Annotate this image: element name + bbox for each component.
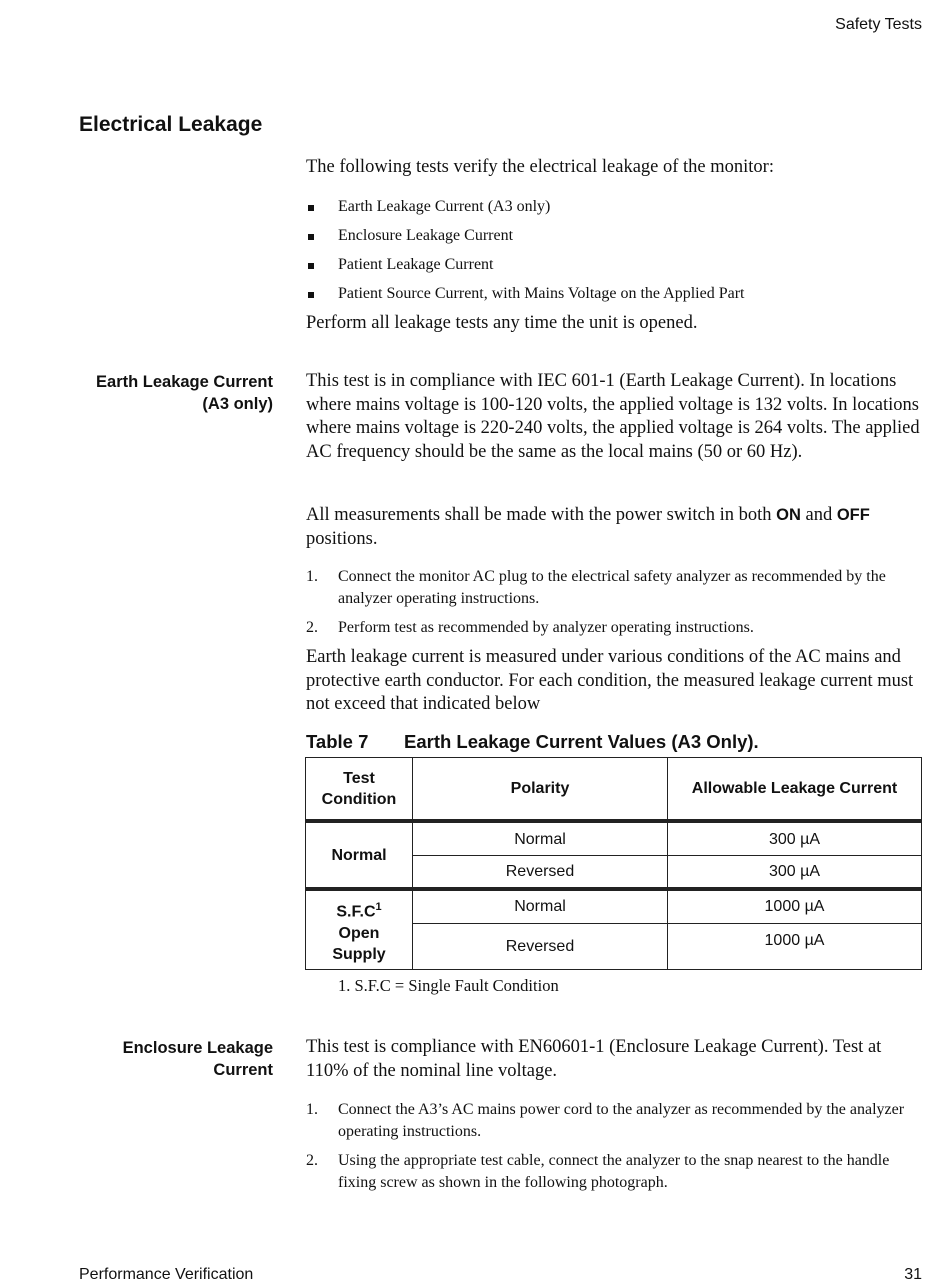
table-border (921, 757, 922, 970)
step-number: 2. (306, 619, 318, 636)
footer-chapter-title: Performance Verification (79, 1266, 254, 1283)
header-allowable-current: Allowable Leakage Current (691, 780, 898, 797)
running-header: Safety Tests (835, 16, 922, 33)
step-number: 2. (306, 1152, 318, 1169)
earth-leakage-side-heading (96, 371, 273, 415)
step-number: 1. (306, 568, 318, 585)
step-text: Connect the monitor AC plug to the electrical safety analyzer as recommended by the analyzer operating instructions. (338, 568, 886, 607)
current-value-cell: 1000 µA (764, 898, 825, 915)
page-number: 31 (904, 1266, 922, 1283)
section-title: Electrical Leakage (79, 113, 263, 136)
table-caption (306, 731, 759, 753)
off-label: OFF (836, 506, 870, 524)
footnote-marker: 1 (375, 901, 382, 914)
step-text: Connect the A3’s AC mains power cord to the analyzer as recommended by the analyzer operating instructions. (338, 1101, 905, 1140)
enclosure-steps (306, 1099, 916, 1201)
earth-paragraph-1: This test is in compliance with IEC 601-1 (Earth Leakage Current). In locations where mains voltage is 100-120 volts, the applied voltage is 132 volts. In locations where mains voltage is 220-240 volts, the applied voltage is 264 volts. The applied AC frequency should be the same as the local mains (50 or 60 Hz). (306, 371, 920, 462)
current-value-cell: 1000 µA (764, 932, 825, 949)
table-border (305, 969, 922, 970)
sfc-label: S.F.C (336, 903, 376, 921)
intro-paragraph: The following tests verify the electrical leakage of the monitor: (306, 157, 774, 177)
list-item: Enclosure Leakage Current (306, 225, 926, 254)
step-text: Using the appropriate test cable, connect the analyzer to the snap nearest to the handle fixing screw as shown in the following photograph. (338, 1152, 890, 1191)
leakage-test-list (306, 196, 926, 312)
text-run: positions. (306, 528, 378, 549)
table-footnote: 1. S.F.C = Single Fault Condition (338, 976, 559, 995)
polarity-cell: Reversed (505, 938, 575, 955)
side-heading-line: Earth Leakage Current (96, 373, 273, 391)
condition-sfc-line (336, 897, 381, 922)
earth-paragraph-2 (306, 504, 926, 551)
step-text: Perform test as recommended by analyzer operating instructions. (338, 619, 754, 636)
on-label: ON (776, 506, 801, 524)
list-item: Patient Source Current, with Mains Voltage on the Applied Part (306, 283, 926, 312)
list-item: Patient Leakage Current (306, 254, 926, 283)
earth-steps (306, 566, 916, 646)
side-heading-line: Enclosure Leakage (122, 1039, 273, 1057)
header-polarity: Polarity (510, 780, 570, 797)
current-value-cell: 300 µA (768, 830, 821, 848)
header-test-condition: Test Condition (321, 769, 397, 808)
polarity-cell: Normal (514, 830, 566, 848)
closing-paragraph: Perform all leakage tests any time the unit is opened. (306, 313, 698, 333)
side-heading-line: (A3 only) (202, 395, 273, 413)
text-run: All measurements shall be made with the power switch in both (306, 505, 777, 525)
table-number: Table 7 (306, 731, 369, 752)
current-value-cell: 300 µA (768, 863, 821, 880)
list-item: Earth Leakage Current (A3 only) (306, 196, 926, 225)
open-supply-label: Open Supply (332, 924, 386, 963)
enclosure-paragraph-1: This test is compliance with EN60601-1 (Enclosure Leakage Current). Test at 110% of the nominal line voltage. (306, 1037, 882, 1081)
condition-normal: Normal (331, 846, 387, 864)
condition-sfc-open-supply (306, 893, 412, 969)
list-item (306, 1150, 916, 1194)
polarity-cell: Normal (514, 898, 566, 915)
table-title: Earth Leakage Current Values (A3 Only). (404, 731, 759, 752)
text-run: and (800, 505, 837, 525)
list-item (306, 617, 916, 639)
list-item (306, 1099, 916, 1143)
polarity-cell: Reversed (505, 863, 575, 880)
earth-paragraph-3: Earth leakage current is measured under various conditions of the AC mains and protective earth conductor. For each condition, the measured leakage current must not exceed that indicated below (306, 647, 914, 714)
enclosure-leakage-side-heading (123, 1037, 273, 1081)
step-number: 1. (306, 1101, 318, 1118)
list-item (306, 566, 916, 610)
side-heading-line: Current (213, 1061, 273, 1079)
earth-leakage-table (305, 757, 922, 970)
